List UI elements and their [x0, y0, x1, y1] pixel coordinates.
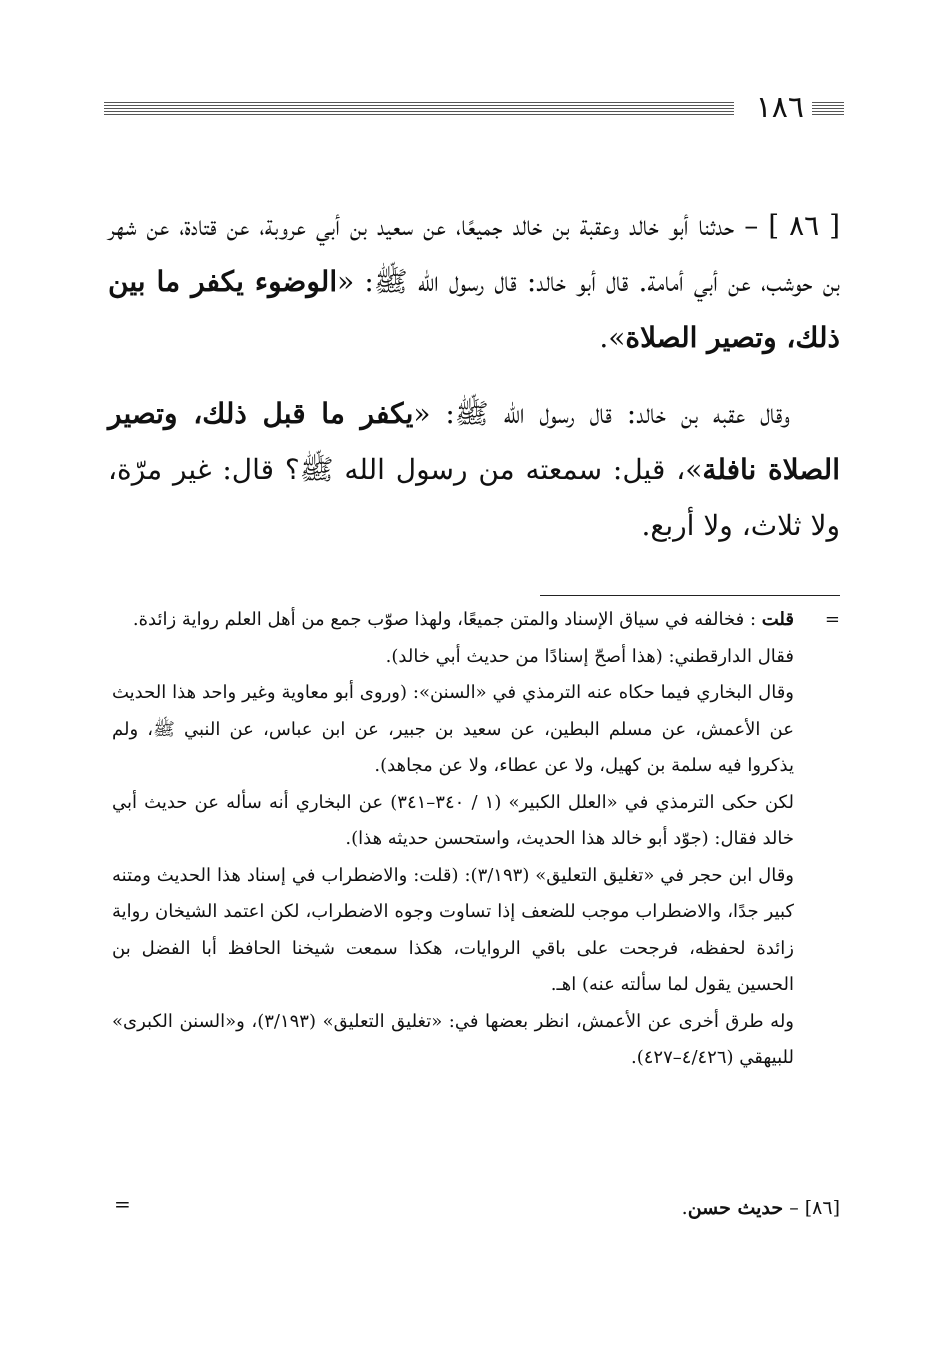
footnote-line: لكن حكى الترمذي في «العلل الكبير» (١ / ٣٤٠–٣٤١) عن البخاري أنه سأله عن حديث أبي خالد فقال: (جوّد أبو خالد هذا الحديث، واستحسن حديثه هذا).: [112, 791, 794, 849]
hadith-grade: [682, 1190, 840, 1226]
footnote-line: وله طرق أخرى عن الأعمش، انظر بعضها في: «تغليق التعليق» (٣/١٩٣)، و«السنن الكبرى» للبيهقي (٤/٤٢٦–٤٢٧).: [112, 1010, 794, 1068]
grade-suffix: .: [681, 1197, 688, 1219]
header-rule-short: [812, 102, 844, 116]
uqba-paragraph: [108, 386, 840, 554]
para2-quote-bold: يكفر ما قبل ذلك، وتصير الصلاة نافلة: [108, 397, 840, 486]
continuation-mark: =: [114, 1192, 131, 1216]
page-number: ١٨٦: [755, 90, 804, 125]
para1-text-b: ».: [599, 321, 626, 354]
page-header: [104, 88, 844, 128]
footnotes: [112, 602, 840, 1077]
main-text: [108, 198, 840, 554]
continuation-mark: =: [824, 609, 840, 630]
footnote-separator: [540, 595, 840, 596]
grade-prefix: [٨٦] –: [783, 1197, 840, 1219]
hadith-86-paragraph: [108, 198, 840, 366]
header-rule: [104, 102, 734, 116]
para1-quote-bold: الوضوء يكفر ما بين ذلك، وتصير الصلاة: [108, 265, 840, 354]
grade-bold: حديث حسن: [687, 1197, 784, 1219]
para2-text-a: وقال عقبه بن خالد: قال رسول الله ﷺ: «: [413, 397, 791, 430]
para1-text-a: [ ٨٦ ] – حدثنا أبو خالد وعقبة بن خالد جميعًا، عن سعيد بن أبي عروبة، عن قتادة، عن شهر بن حوشب، عن أبي أمامة. قال أبو خالد: قال رسول الله ﷺ: «: [108, 209, 840, 298]
footnote-line: وقال ابن حجر في «تغليق التعليق» (٣/١٩٣): (قلت: والاضطراب في إسناد هذا الحديث ومتنه كبير جدًا، والاضطراب موجب للضعف إذا تساوت وجوه الاضطراب، لكن اعتمد الشيخان رواية زائدة لحفظه، فرجحت على باقي الروايات، هكذا سمعت شيخنا الحافظ أبا الفضل بن الحسين يقول لما سألته عنه) اهـ.: [112, 864, 795, 995]
footnote-text: : فخالفه في سياق الإسناد والمتن جميعًا، ولهذا صوّب جمع من أهل العلم رواية زائدة.: [132, 609, 757, 630]
para2-text-b: »، قيل: سمعته من رسول الله ﷺ؟ قال: غير مرّة، ولا ثلاث، ولا أربع.: [108, 453, 840, 542]
qult-label: قلت: [761, 609, 794, 630]
footnote-line: [112, 602, 840, 639]
footnote-line: فقال الدارقطني: (هذا أصحّ إسنادًا من حديث أبي خالد).: [385, 645, 794, 667]
footnote-line: وقال البخاري فيما حكاه عنه الترمذي في «السنن»: (وروى أبو معاوية وغير واحد هذا الحديث عن الأعمش، عن مسلم البطين، عن سعيد بن جبير، عن ابن عباس، عن النبي ﷺ، ولم يذكروا فيه سلمة بن كهيل، ولا عن عطاء، ولا عن مجاهد).: [112, 682, 794, 776]
hadith-grade-row: [112, 1190, 840, 1230]
